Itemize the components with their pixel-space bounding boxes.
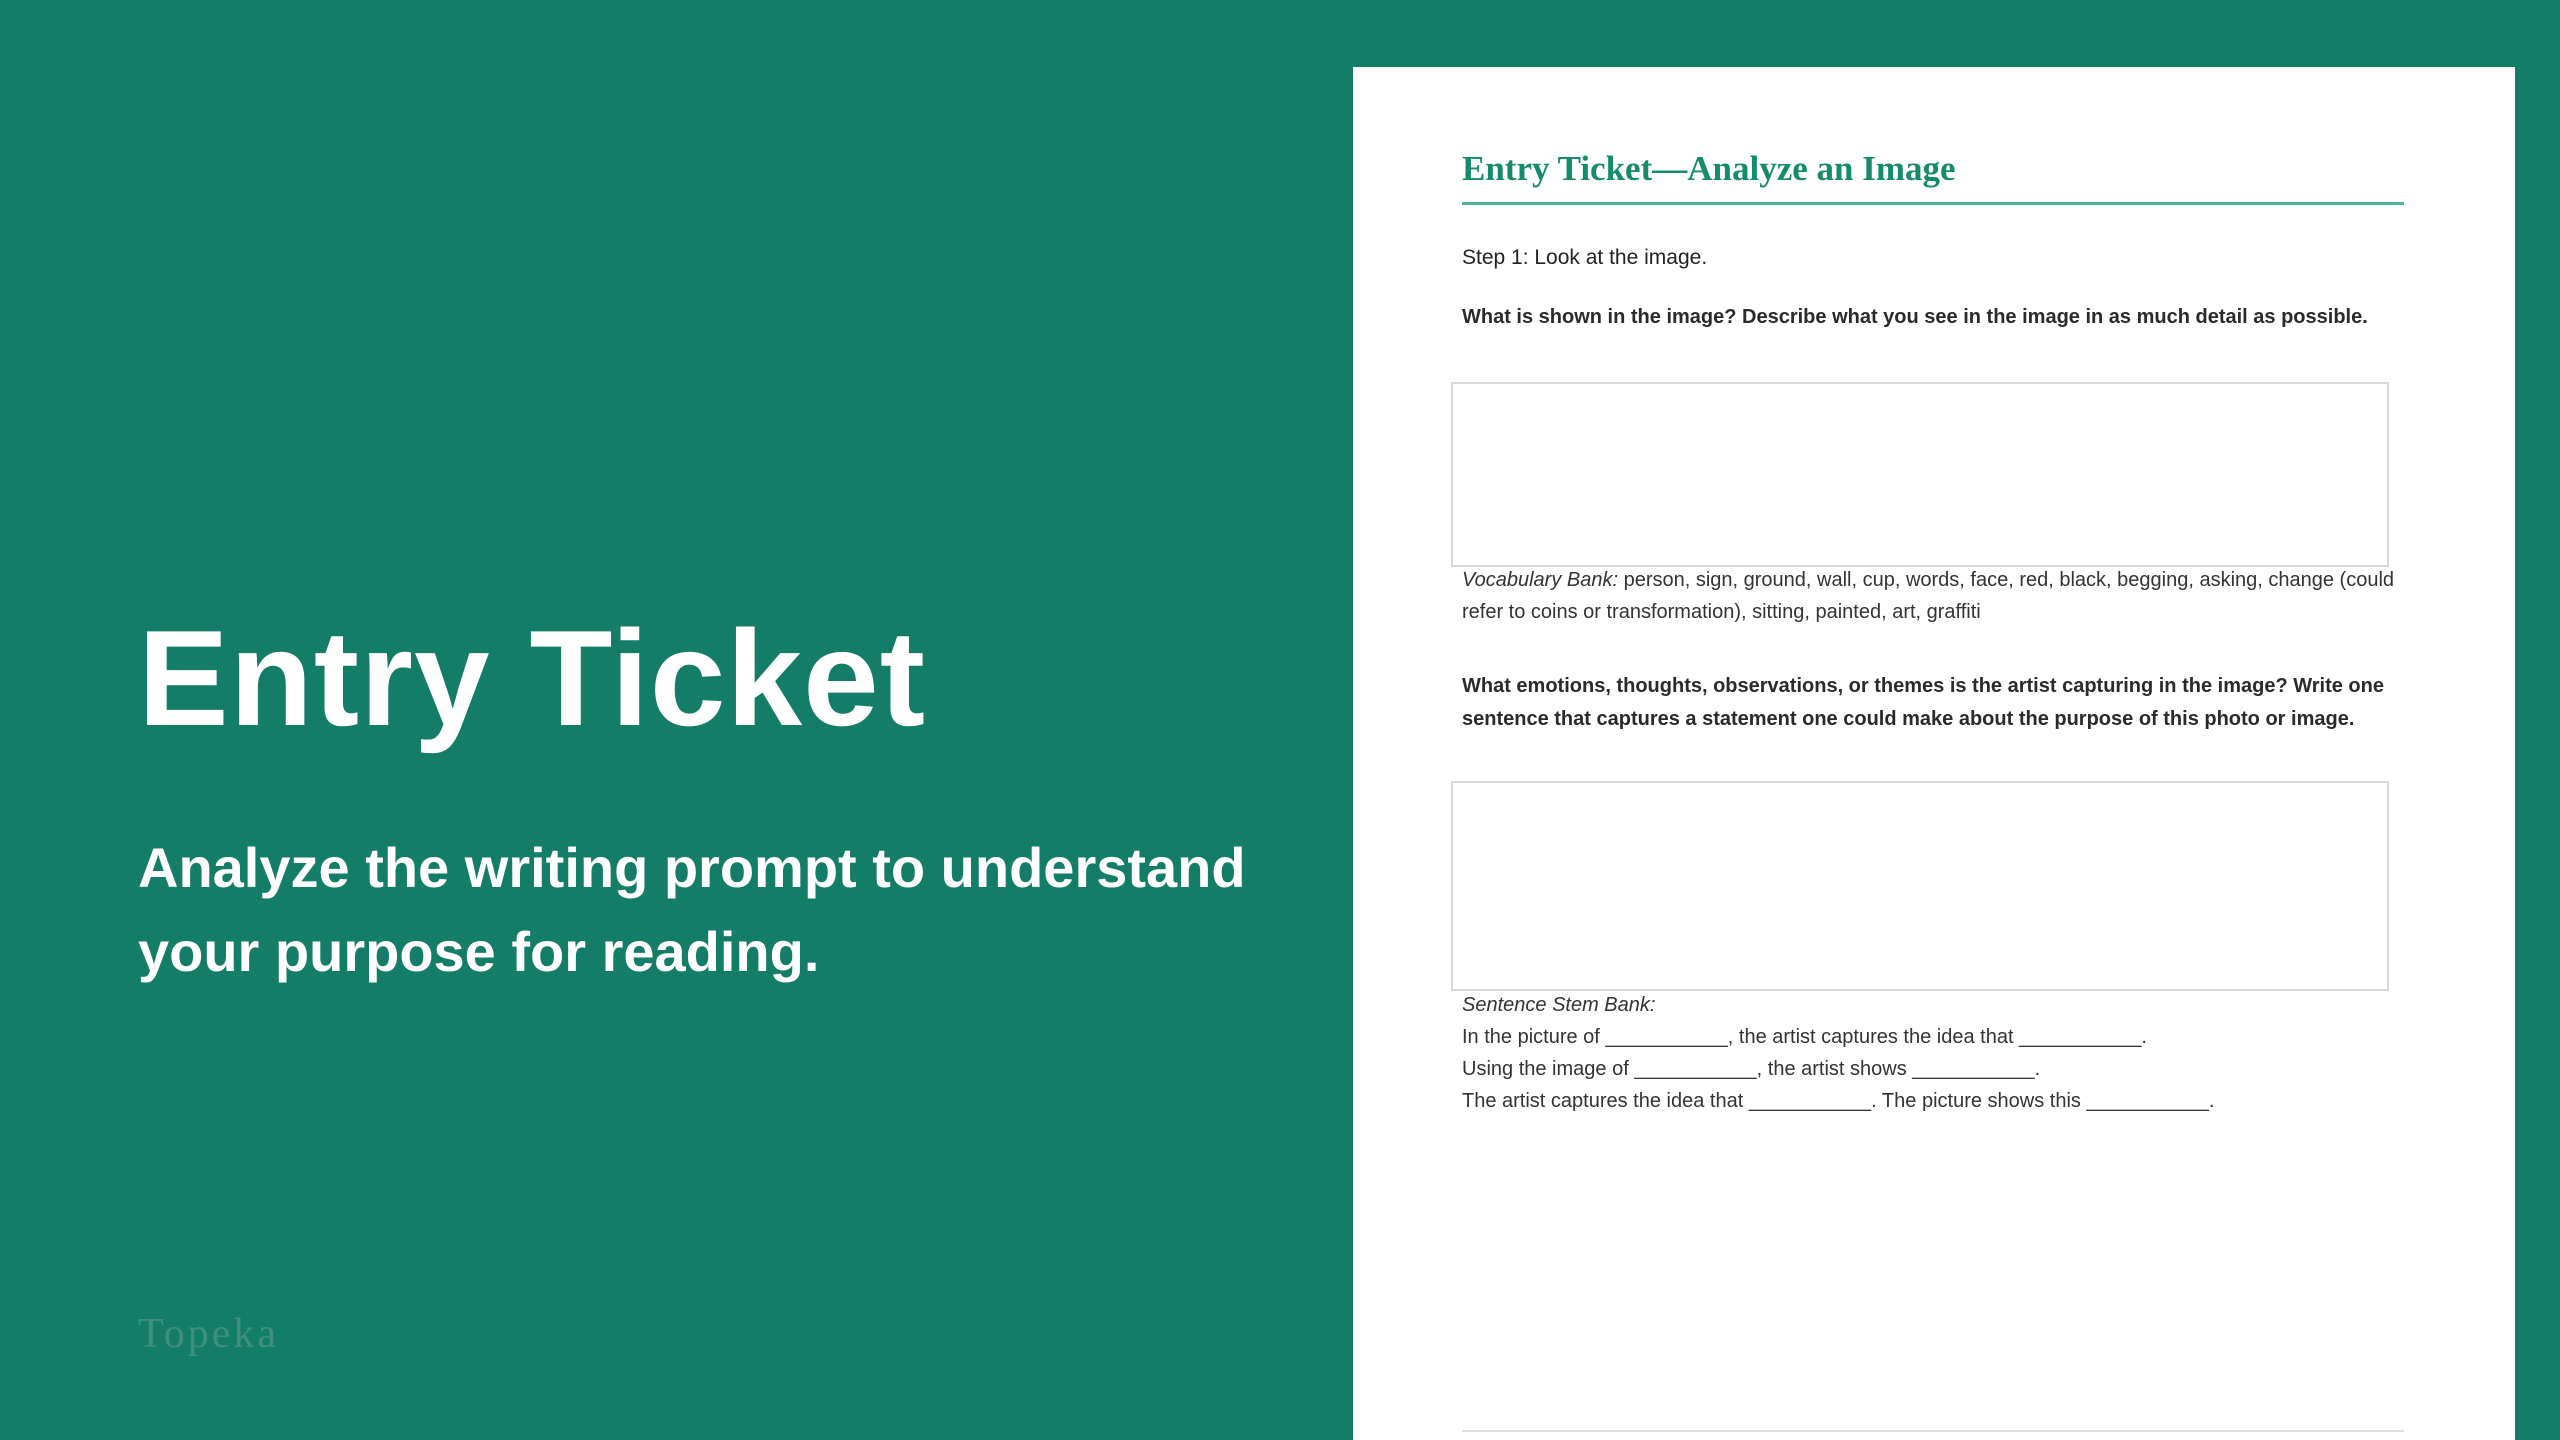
sentence-stem: Using the image of ___________, the artist shows ___________. (1462, 1058, 2041, 1080)
worksheet-title: Entry Ticket—Analyze an Image (1462, 149, 1956, 188)
sentence-stem: The artist captures the idea that ___________. The picture shows this ___________. (1462, 1090, 2215, 1112)
step-instruction: Step 1: Look at the image. (1462, 246, 1708, 269)
vocabulary-bank-label: Vocabulary Bank: (1462, 569, 1619, 591)
vocabulary-bank-words: person, sign, ground, wall, cup, words, face, red, black, begging, asking, change (could refer to coins or transformation), sitting, painted, art, graffiti (1462, 569, 2395, 623)
sentence-stem-bank (1462, 989, 2412, 1117)
question-2: What emotions, thoughts, observations, or themes is the artist capturing in the image? Write one sentence that captures a statement one could make about the purpose of this photo or image. (1462, 675, 2384, 730)
sentence-stem-bank-label: Sentence Stem Bank: (1462, 994, 1656, 1016)
answer-box-1[interactable] (1451, 382, 2389, 567)
answer-box-2[interactable] (1451, 781, 2389, 991)
slide-title: Entry Ticket (138, 602, 927, 754)
worksheet-page (1353, 67, 2515, 1440)
question-1: What is shown in the image? Describe what you see in the image in as much detail as possible. (1462, 306, 2368, 328)
footer-divider (1462, 1430, 2404, 1432)
brand-logo: Topeka (138, 1311, 280, 1357)
slide-subtitle: Analyze the writing prompt to understand your purpose for reading. (138, 836, 1246, 983)
title-divider (1462, 202, 2404, 205)
sentence-stem: In the picture of ___________, the artist captures the idea that ___________. (1462, 1026, 2147, 1048)
vocabulary-bank (1462, 564, 2412, 628)
